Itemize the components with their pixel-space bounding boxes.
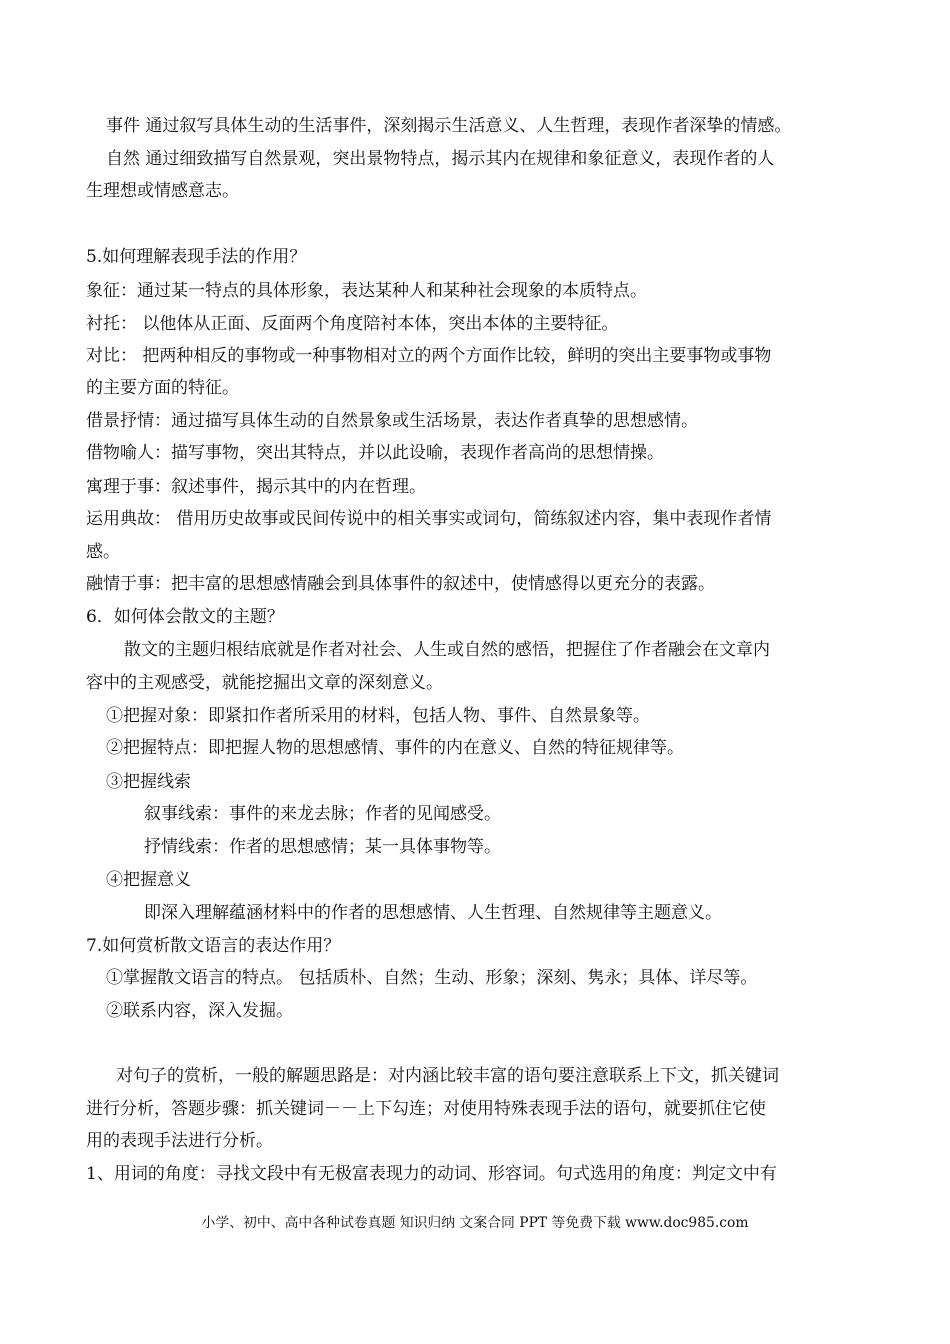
text-line: 对句子的赏析，一般的解题思路是：对内涵比较丰富的语句要注意联系上下文，抓关键词 bbox=[116, 1066, 779, 1086]
text-line: 生理想或情感意志。 bbox=[86, 181, 239, 201]
text-line: 运用典故： 借用历史故事或民间传说中的相关事实或词句，简练叙述内容，集中表现作者情 bbox=[86, 509, 772, 529]
text-line: 对比： 把两种相反的事物或一种事物相对立的两个方面作比较，鲜明的突出主要事物或事物 bbox=[86, 346, 772, 366]
list-item: ③把握线索 bbox=[106, 772, 191, 792]
section-heading: 5.如何理解表现手法的作用？ bbox=[86, 247, 307, 267]
text-line: 自然 通过细致描写自然景观，突出景物特点，揭示其内在规律和象征意义，表现作者的人 bbox=[106, 149, 775, 169]
text-line: 感。 bbox=[86, 542, 120, 562]
text-line: 抒情线索：作者的思想感情；某一具体事物等。 bbox=[144, 837, 501, 857]
text-line: 散文的主题归根结底就是作者对社会、人生或自然的感悟，把握住了作者融会在文章内 bbox=[124, 640, 770, 660]
text-line: 象征：通过某一特点的具体形象，表达某种人和某种社会现象的本质特点。 bbox=[86, 281, 647, 301]
text-line: 容中的主观感受，就能挖掘出文章的深刻意义。 bbox=[86, 673, 443, 693]
text-line: 事件 通过叙写具体生动的生活事件，深刻揭示生活意义、人生哲理，表现作者深挚的情感。 bbox=[106, 116, 792, 136]
text-line: 叙事线索：事件的来龙去脉；作者的见闻感受。 bbox=[144, 804, 501, 824]
text-line: 的主要方面的特征。 bbox=[86, 378, 239, 398]
text-line: 融情于事：把丰富的思想感情融会到具体事件的叙述中，使情感得以更充分的表露。 bbox=[86, 574, 715, 594]
text-line: 进行分析，答题步骤：抓关键词－－上下勾连；对使用特殊表现手法的语句，就要抓住它使 bbox=[86, 1099, 766, 1119]
list-item: ②把握特点：即把握人物的思想感情、事件的内在意义、自然的特征规律等。 bbox=[106, 738, 684, 758]
list-item: ④把握意义 bbox=[106, 870, 191, 890]
list-item: ①掌握散文语言的特点。 包括质朴、自然；生动、形象；深刻、隽永；具体、详尽等。 bbox=[106, 968, 758, 988]
text-line: 1、用词的角度：寻找文段中有无极富表现力的动词、形容词。句式选用的角度：判定文中有 bbox=[86, 1164, 777, 1184]
text-line: 借物喻人：描写事物，突出其特点，并以此设喻，表现作者高尚的思想情操。 bbox=[86, 443, 664, 463]
section-heading: 6．如何体会散文的主题？ bbox=[86, 607, 284, 627]
text-line: 寓理于事：叙述事件，揭示其中的内在哲理。 bbox=[86, 477, 426, 497]
list-item: ①把握对象：即紧扣作者所采用的材料，包括人物、事件、自然景象等。 bbox=[106, 706, 650, 726]
text-line: 借景抒情：通过描写具体生动的自然景象或生活场景，表达作者真挚的思想感情。 bbox=[86, 411, 698, 431]
list-item: ②联系内容，深入发掘。 bbox=[106, 1001, 293, 1021]
section-heading: 7.如何赏析散文语言的表达作用？ bbox=[86, 936, 341, 956]
text-line: 即深入理解蕴涵材料中的作者的思想感情、人生哲理、自然规律等主题意义。 bbox=[144, 903, 722, 923]
page-footer: 小学、初中、高中各种试卷真题 知识归纳 文案合同 PPT 等免费下载 www.doc985.com bbox=[201, 1215, 749, 1231]
text-line: 衬托： 以他体从正面、反面两个角度陪衬本体，突出本体的主要特征。 bbox=[86, 314, 619, 334]
text-line: 用的表现手法进行分析。 bbox=[86, 1131, 273, 1151]
